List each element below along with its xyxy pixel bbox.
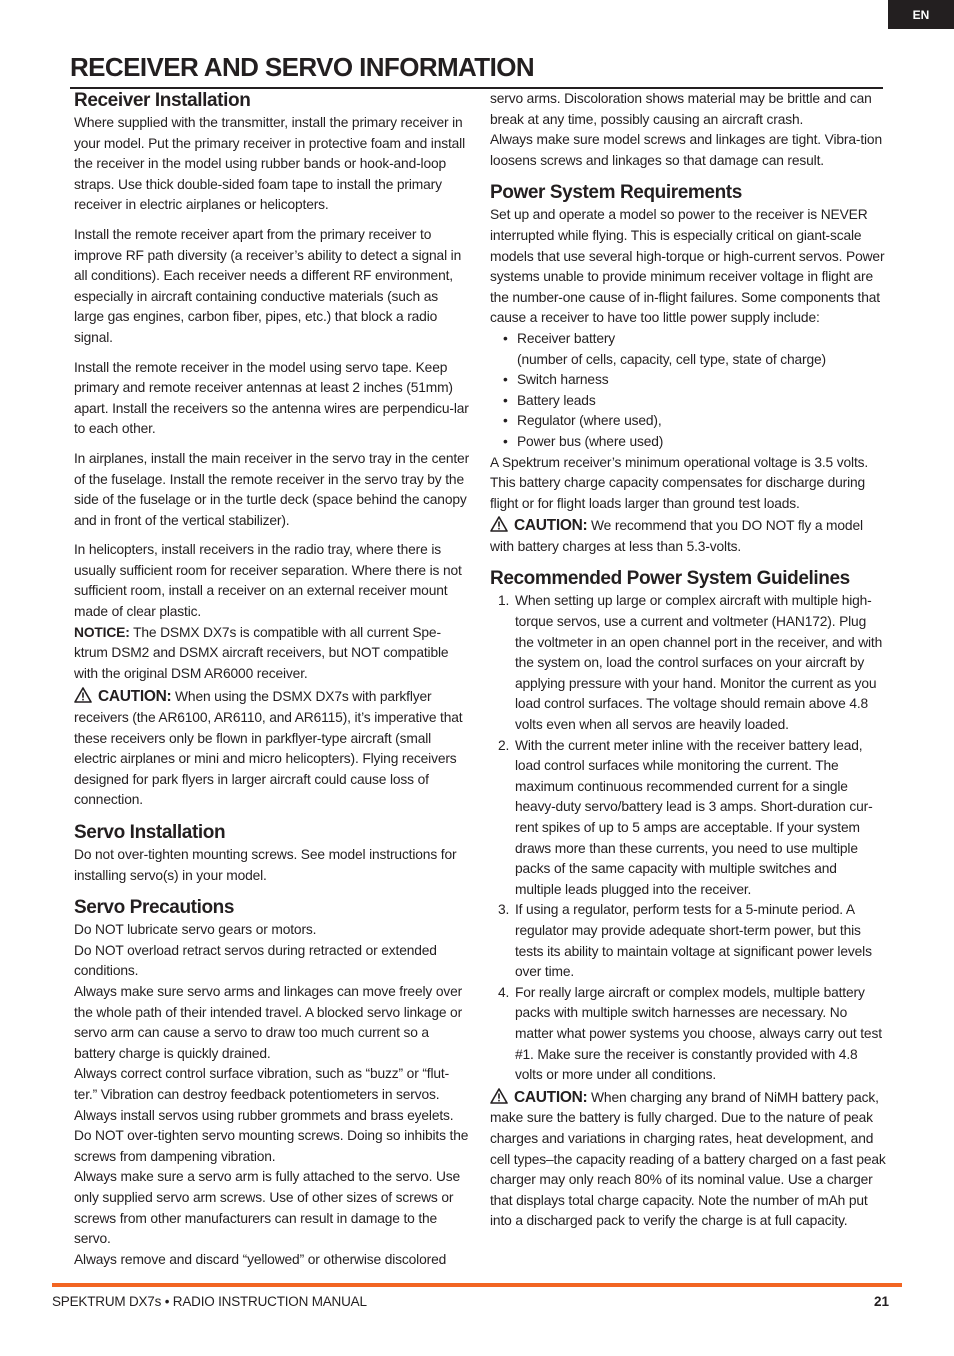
precaution-item: Do NOT lubricate servo gears or motors.	[74, 922, 317, 938]
heading-recommended-power-system-guidelines: Recommended Power System Guidelines	[490, 568, 850, 590]
warning-icon	[490, 1088, 508, 1104]
component-list	[490, 329, 886, 350]
list-item: 2. With the current meter inline with the receiver battery lead, load control surfaces while monitoring the current. The maximum continuous recommended current for a single heavy-duty servo/battery lead is 3 amps. Short-duration cur-rent spikes of up to 5 amps are acceptable. If your system draws more than these currents, you need to use multiple packs of the same capacity with multiple switches and multiple leads plugged into the receiver.	[498, 737, 873, 897]
precaution-item: Always make sure model screws and linkages are tight. Vibra-tion loosens screws and linkages so that damage can result.	[490, 132, 882, 168]
caution-text: When using the DSMX DX7s with parkflyer receivers (the AR6100, AR6110, and AR6115), it’s imperative that these receivers only be flown in parkflyer-type aircraft (small electric airplanes or mini and micro helicopters). Flying receivers designed for park flyers in larger aircraft could cause loss of connection.	[74, 689, 463, 808]
list-item: 3. If using a regulator, perform tests for a 5-minute period. A regulator may provide adequate short-term power, but this tests its ability to maintain voltage at significant power levels over time.	[498, 902, 872, 980]
list-item: • Regulator (where used),	[490, 411, 886, 432]
heading-servo-installation: Servo Installation	[74, 822, 226, 843]
caution-text: When charging any brand of NiMH battery pack, make sure the battery is fully charged. Due to the nature of peak charges and variations in charging rates, heat development, and cell types–the capacity reading of a battery charged on a fast peak charger may only reach 80% of its nominal value. Use a charger that displays total charge capacity. Note the number of mAh put into a discharged pack to verify the charge is at full capacity.	[490, 1089, 886, 1229]
notice-text: The DSMX DX7s is compatible with all current Spe-ktrum DSM2 and DSMX aircraft receivers, but NOT compatible with the original DSM AR6000 receiver.	[74, 624, 449, 681]
list-item: • Power bus (where used)	[490, 432, 886, 453]
page-title: RECEIVER AND SERVO INFORMATION	[70, 52, 535, 82]
notice-paragraph	[74, 623, 470, 685]
paragraph: Do not over-tighten mounting screws. See model instructions for installing servo(s) in your model.	[74, 847, 457, 883]
caution-label: CAUTION:	[98, 688, 172, 706]
paragraph: Where supplied with the transmitter, install the primary receiver in your model. Put the primary receiver in protective foam and install the receiver in the model using rubber bands or hook-and-loop straps. Use thick double-sided foam tape to install the primary receiver in electric airplanes or helicopters.	[74, 115, 466, 213]
component-list	[490, 370, 886, 452]
caution-label: CAUTION:	[514, 1088, 588, 1106]
warning-icon	[490, 516, 508, 532]
right-column	[490, 89, 886, 1232]
language-tab: EN	[888, 0, 954, 29]
heading-receiver-installation: Receiver Installation	[74, 90, 251, 111]
precaution-item: Do NOT overload retract servos during retracted or extended conditions.	[74, 942, 437, 979]
list-item-subtext: (number of cells, capacity, cell type, state of charge)	[517, 351, 826, 367]
page-number: 21	[873, 1294, 889, 1309]
paragraph: Install the remote receiver apart from the primary receiver to improve RF path diversity (a receiver’s ability to detect a signal in all conditions). Each receiver needs a different RF environment, especially in aircraft containing conductive materials (such as large gas engines, carbon fiber, pipes, etc.) that block a radio signal.	[74, 226, 462, 345]
precaution-item: servo arms. Discoloration shows material may be brittle and can break at any time, possibly causing an aircraft crash.	[490, 91, 872, 127]
caution-paragraph	[490, 516, 886, 557]
precaution-item: Always make sure a servo arm is fully attached to the servo. Use only supplied servo arm screws. Use of other sizes of screws or screws from other manufacturers can result in damage to the servo.	[74, 1169, 461, 1247]
caution-label: CAUTION:	[514, 517, 588, 535]
caution-paragraph	[74, 687, 470, 811]
heading-servo-precautions: Servo Precautions	[74, 897, 235, 919]
precaution-item: Always make sure servo arms and linkages can move freely over the whole path of their intended travel. A blocked servo linkage or servo arm can cause a servo to draw too much current so a battery charge is quickly drained.	[74, 983, 463, 1061]
list-item: • Battery leads	[490, 391, 886, 412]
paragraph: Install the remote receiver in the model using servo tape. Keep primary and remote receiver antennas at least 2 inches (51mm) apart. Install the receivers so the antenna wires are perpendicu-lar to each other.	[74, 359, 469, 437]
notice-label: NOTICE:	[74, 624, 130, 640]
list-item: 4. For really large aircraft or complex models, multiple battery packs with multiple switch harnesses are necessary. No matter what power systems you choose, always carry out test #1. Make sure the receiver is constantly provided with 4.8 volts or more under all conditions.	[498, 984, 882, 1083]
caution-paragraph	[490, 1088, 886, 1232]
paragraph: In helicopters, install receivers in the radio tray, where there is usually sufficient room for receiver separation. Where there is not sufficient room, install a receiver on an external receiver mount made of clear plastic.	[74, 542, 462, 620]
paragraph: In airplanes, install the main receiver in the servo tray in the center of the fuselage. Install the remote receiver in the servo tray by the side of the fuselage or in the turtle deck (space behind the canopy and in front of the vertical stabilizer).	[74, 450, 470, 528]
guidelines-list	[490, 591, 886, 1085]
list-item: 1. When setting up large or complex aircraft with multiple high-torque servos, use a current and voltmeter (HAN172). Plug the voltmeter in an open channel port in the receiver, and with the system on, load the control surfaces on your aircraft by applying pressure with your hand. Monitor the current as you load control surfaces. The voltage should remain above 4.8 volts even when all servos are heavily loaded.	[498, 593, 883, 733]
warning-icon	[74, 687, 92, 703]
paragraph: Set up and operate a model so power to the receiver is NEVER interrupted while flying. This is especially critical on giant-scale models that use several high-torque or high-current servos. Power systems unable to provide minimum receiver voltage in flight are the number-one cause of in-flight failures. Some components that cause a receiver to have too little power supply include:	[490, 207, 885, 326]
heading-power-system-requirements: Power System Requirements	[490, 182, 742, 204]
list-item: • Switch harness	[490, 370, 886, 391]
precaution-item: Always correct control surface vibration, such as “buzz” or “flut-ter.” Vibration can destroy feedback potentiometers in servos.	[74, 1066, 450, 1102]
footer-manual-title: SPEKTRUM DX7s • RADIO INSTRUCTION MANUAL	[52, 1294, 367, 1309]
precaution-item: Do NOT over-tighten servo mounting screws. Doing so inhibits the screws from dampening vibration.	[74, 1128, 469, 1164]
precaution-item: Always remove and discard “yellowed” or otherwise discolored	[74, 1251, 447, 1267]
footer-rule	[52, 1283, 902, 1287]
list-item: • Receiver battery	[490, 329, 886, 350]
left-column	[74, 89, 470, 1270]
caution-text: We recommend that you DO NOT fly a model with battery charges at less than 5.3-volts.	[490, 518, 863, 554]
paragraph: A Spektrum receiver’s minimum operational voltage is 3.5 volts. This battery charge capacity compensates for discharge during flight or for flight loads larger than ground test loads.	[490, 454, 869, 511]
precaution-item: Always install servos using rubber grommets and brass eyelets.	[74, 1107, 454, 1123]
